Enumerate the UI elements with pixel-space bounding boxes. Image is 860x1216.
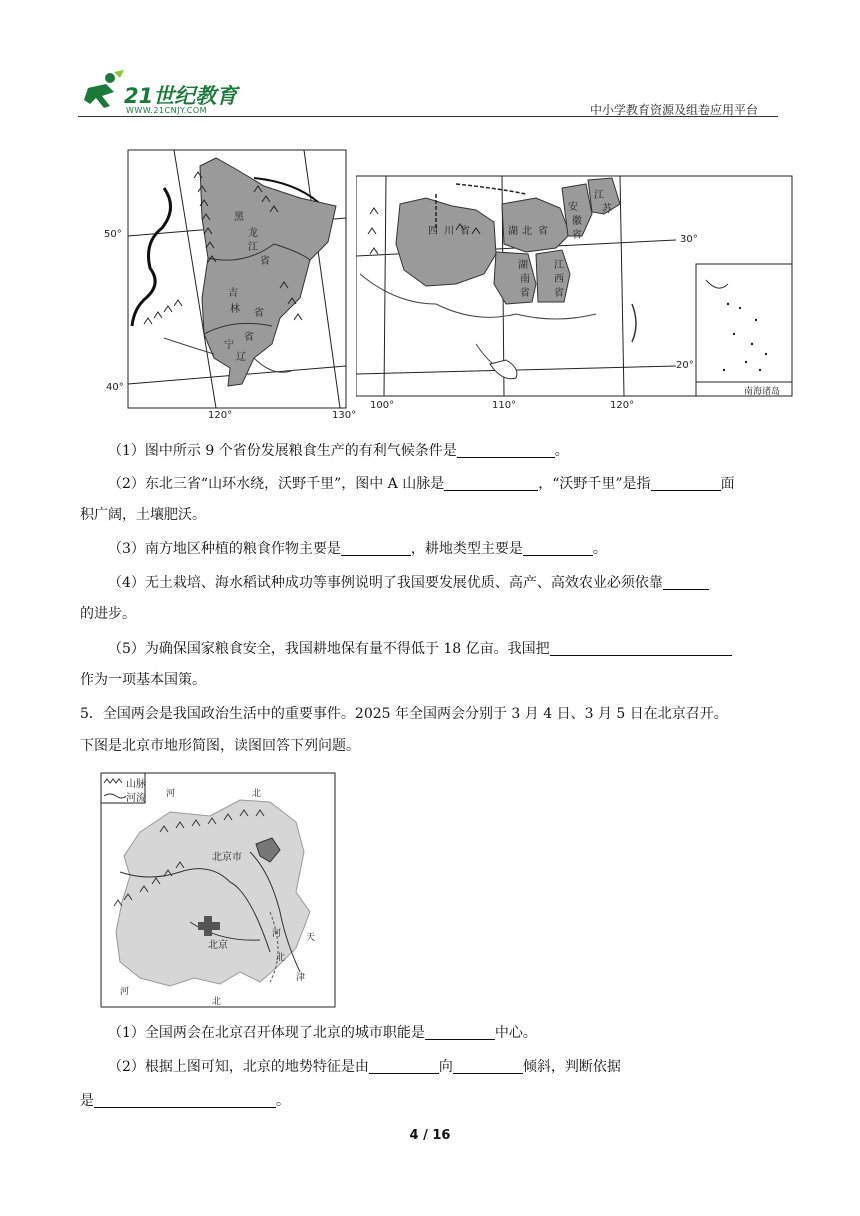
q5-intro-1: 5．全国两会是我国政治生活中的重要事件。2025 年全国两会分别于 3 月 4 日、3 月 5 日在北京召开。 <box>80 706 728 722</box>
south-china-map <box>356 174 796 426</box>
q4-blank-3[interactable] <box>651 476 721 491</box>
jiangxi-3: 省 <box>554 288 564 299</box>
logo-url: WWW.21CNJY.COM <box>126 106 208 115</box>
map-bei-3: 北 <box>212 997 222 1007</box>
jilin-3: 省 <box>254 308 264 319</box>
lon-120-label: 120° <box>208 410 233 421</box>
liaoning-1: 辽 <box>236 352 246 363</box>
q4-part5-cont: 作为一项基本国策。 <box>80 672 206 688</box>
lat-30-label: 30° <box>680 234 698 245</box>
jilin-2: 林 <box>230 304 240 315</box>
sichuan-3: 省 <box>460 226 470 237</box>
heilongjiang-3: 江 <box>248 242 258 253</box>
legend-river: 河流 <box>126 793 146 804</box>
map-bei-1: 北 <box>252 789 262 799</box>
q4-part4: （4）无土栽培、海水稻试种成功等事例说明了我国要发展优质、高产、高效农业必须依靠 <box>80 575 808 590</box>
heilongjiang-2: 龙 <box>248 228 258 239</box>
inset-label: 南海诸岛 <box>744 387 781 397</box>
q5-blank-1[interactable] <box>425 1025 495 1040</box>
lon-120-label-2: 120° <box>610 400 635 411</box>
map-beijing-label: 北京 <box>208 940 228 951</box>
hunan-3: 省 <box>520 288 530 299</box>
q4-blank-7[interactable] <box>550 641 732 656</box>
heilongjiang-1: 黑 <box>234 212 244 223</box>
lat-50-label: 50° <box>104 229 122 240</box>
liaoning-3: 省 <box>244 332 254 343</box>
q4-blank-2[interactable] <box>444 476 538 491</box>
map-city-label: 北京市 <box>212 852 242 863</box>
hubei-3: 省 <box>538 226 548 237</box>
heilongjiang-4: 省 <box>260 256 270 267</box>
q5-blank-3[interactable] <box>453 1059 523 1074</box>
q4-blank-1[interactable] <box>457 443 555 458</box>
q4-part3: （3）南方地区种植的粮食作物主要是 ，耕地类型主要是 。 <box>108 541 607 557</box>
anhui-1: 安 <box>568 202 578 213</box>
sichuan-2: 川 <box>444 226 454 237</box>
q4-part2: （2）东北三省“山环水绕，沃野千里”，图中 A 山脉是 ，“沃野千里”是指 面 <box>108 476 735 492</box>
sichuan-1: 四 <box>428 226 438 237</box>
lat-40-label: 40° <box>106 382 124 393</box>
map-he-2: 河 <box>272 929 282 939</box>
q4-part5: （5）为确保国家粮食安全，我国耕地保有量不得低于 18 亿亩。我国把 <box>80 641 808 656</box>
map-he-1: 河 <box>166 789 176 799</box>
lon-130-label: 130° <box>332 410 357 421</box>
q4-blank-6[interactable] <box>663 575 709 590</box>
liaoning-2: 宁 <box>224 340 234 351</box>
legend-mountain: 山脉 <box>126 779 146 790</box>
map-jin: 津 <box>296 973 306 983</box>
lon-100-label: 100° <box>370 400 395 411</box>
q5-blank-2[interactable] <box>369 1059 439 1074</box>
lon-110-label: 110° <box>492 400 517 411</box>
q4-blank-4[interactable] <box>341 541 411 556</box>
map-bei-2: 北 <box>276 953 286 963</box>
anhui-2: 徽 <box>572 216 582 227</box>
northeast-map <box>104 148 357 424</box>
q4-part2-cont: 积广阔，土壤肥沃。 <box>80 507 206 523</box>
logo-runner-icon <box>80 70 126 114</box>
jilin-1: 吉 <box>228 288 238 299</box>
q5-blank-4[interactable] <box>94 1093 276 1108</box>
logo-text: 21世纪教育 <box>124 84 238 108</box>
jiangxi-1: 江 <box>554 260 564 271</box>
header-divider <box>78 116 778 117</box>
anhui-3: 省 <box>572 230 582 241</box>
q5-part2-cont: 是 。 <box>80 1093 290 1109</box>
q5-intro-2: 下图是北京市地形简图，读图回答下列问题。 <box>80 738 360 754</box>
q5-part1: （1）全国两会在北京召开体现了北京的城市职能是 中心。 <box>108 1025 537 1041</box>
beijing-map <box>100 772 336 1008</box>
q4-part1: （1）图中所示 9 个省份发展粮食生产的有利气候条件是 。 <box>108 443 569 459</box>
hunan-2: 南 <box>520 274 530 285</box>
jiangxi-2: 西 <box>554 274 564 285</box>
hubei-1: 湖 <box>508 226 518 237</box>
q4-blank-5[interactable] <box>523 541 593 556</box>
jiangsu-1: 江 <box>594 190 604 201</box>
map-he-3: 河 <box>120 987 130 997</box>
hubei-2: 北 <box>522 226 532 237</box>
page-number: 4 / 16 <box>409 1128 451 1143</box>
map-tian: 天 <box>306 933 316 943</box>
platform-name: 中小学教育资源及组卷应用平台 <box>590 103 759 117</box>
lat-20-label: 20° <box>676 360 694 371</box>
q5-part2: （2）根据上图可知，北京的地势特征是由 向 倾斜，判断依据 <box>108 1059 621 1075</box>
q4-part4-cont: 的进步。 <box>80 606 136 622</box>
hunan-1: 湖 <box>518 260 528 271</box>
jiangsu-2: 苏 <box>602 204 612 215</box>
